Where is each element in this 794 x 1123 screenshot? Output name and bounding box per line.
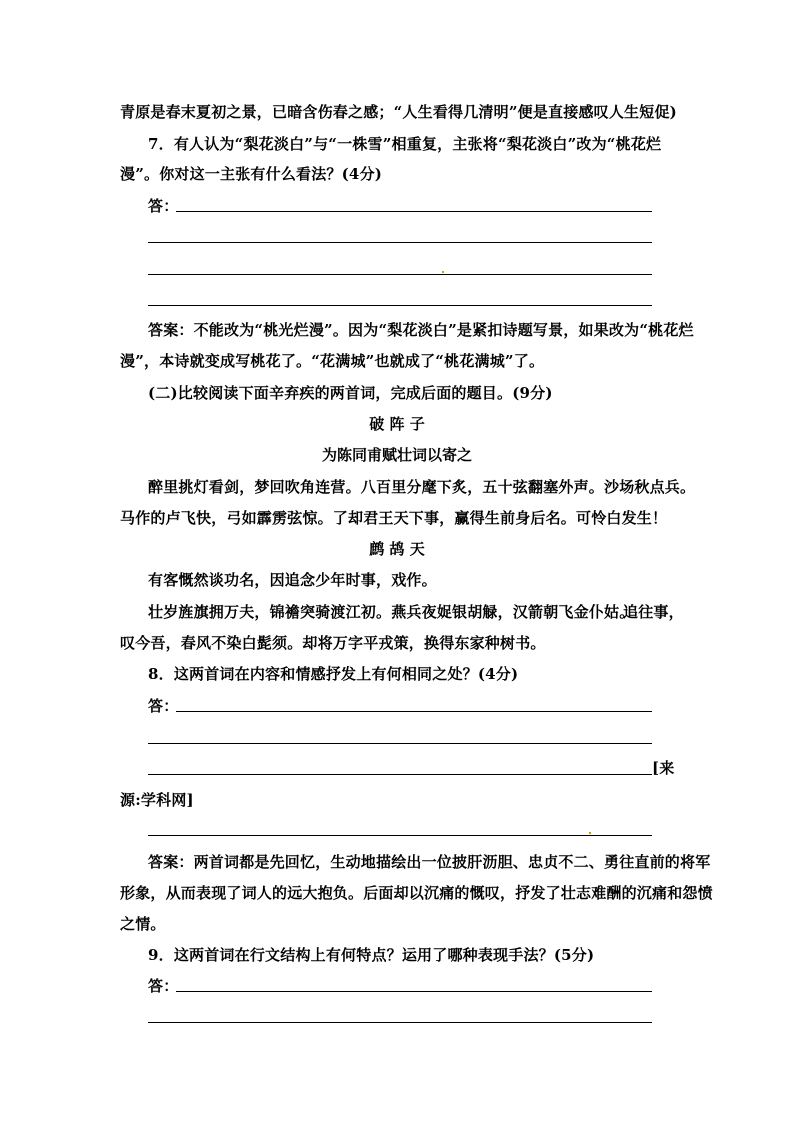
decorative-dot — [442, 271, 444, 273]
q8-question: 8．这两首词在内容和情感抒发上有何相同之处？(4分) — [148, 665, 519, 683]
poem1-line1: 醉里挑灯看剑，梦回吹角连营。八百里分麾下炙，五十弦翻塞外声。沙场秋点兵。 — [148, 478, 696, 496]
q8-source-note-b: 源:学科网] — [120, 791, 194, 809]
q6-answer-tail: 青原是春末夏初之景，已暗含伤春之感；“人生看得几清明”便是直接感叹人生短促) — [120, 103, 677, 121]
q8-answer-line-2[interactable] — [148, 743, 652, 744]
q8-answer-key-line2: 形象，从而表现了词人的远大抱负。后面却以沉痛的慨叹，抒发了壮志难酬的沉痛和怨愤 — [120, 884, 713, 902]
decorative-dot — [589, 832, 591, 834]
q8-answer-key-line3: 之情。 — [120, 915, 166, 933]
q8-source-note-a: [来 — [652, 759, 675, 777]
poem2-line2: 叹今吾，春风不染白髭须。却将万字平戎策，换得东家种树书。 — [120, 634, 546, 652]
q8-answer-line-4[interactable] — [148, 835, 652, 836]
q8-answer-line-1[interactable] — [176, 711, 652, 712]
poem1-line2: 马作的卢飞快，弓如霹雳弦惊。了却君王天下事，赢得生前身后名。可怜白发生！ — [120, 509, 668, 527]
q9-answer-label: 答： — [148, 977, 179, 995]
q7-answer-line-1[interactable] — [176, 211, 652, 212]
poem1-title: 破 阵 子 — [369, 415, 425, 433]
q7-answer-line-4[interactable] — [148, 305, 652, 306]
q7-question-line2: 漫”。你对这一主张有什么看法？(4分) — [120, 165, 383, 183]
q7-question-line1: 7．有人认为“梨花淡白”与“一株雪”相重复，主张将“梨花淡白”改为“桃花烂 — [148, 135, 662, 153]
q7-answer-key-line2: 漫”，本诗就变成写桃花了。“花满城”也就成了“桃花满城”了。 — [120, 352, 545, 370]
q9-answer-line-1[interactable] — [176, 991, 652, 992]
q8-answer-label: 答： — [148, 697, 179, 715]
q7-answer-label: 答： — [148, 197, 179, 215]
q7-answer-key-line1: 答案：不能改为“桃光烂漫”。因为“梨花淡白”是紧扣诗题写景，如果改为“桃花烂 — [148, 321, 694, 339]
q8-answer-line-3[interactable] — [148, 774, 652, 775]
poem2-preface: 有客慨然谈功名，因追念少年时事，戏作。 — [148, 571, 437, 589]
poem2-title: 鹧 鸪 天 — [369, 540, 425, 558]
q7-answer-line-2[interactable] — [148, 242, 652, 243]
q9-question: 9．这两首词在行文结构上有何特点？运用了哪种表现手法？(5分) — [148, 946, 595, 964]
q7-answer-line-3[interactable] — [148, 274, 652, 275]
q8-answer-key-line1: 答案：两首词都是先回忆，生动地描绘出一位披肝沥胆、忠贞不二、勇往直前的将军 — [148, 853, 711, 871]
poem2-line1a: 壮岁旌旗拥万夫，锦襜突骑渡江初。燕兵夜娖银胡觮，汉箭朝飞金仆姑。 — [148, 603, 635, 621]
poem1-subtitle: 为陈同甫赋壮词以寄之 — [321, 446, 472, 464]
q9-answer-line-2[interactable] — [148, 1022, 652, 1023]
section2-intro: (二)比较阅读下面辛弃疾的两首词，完成后面的题目。(9分) — [148, 384, 553, 402]
poem2-line1b: 追往事， — [623, 603, 684, 621]
